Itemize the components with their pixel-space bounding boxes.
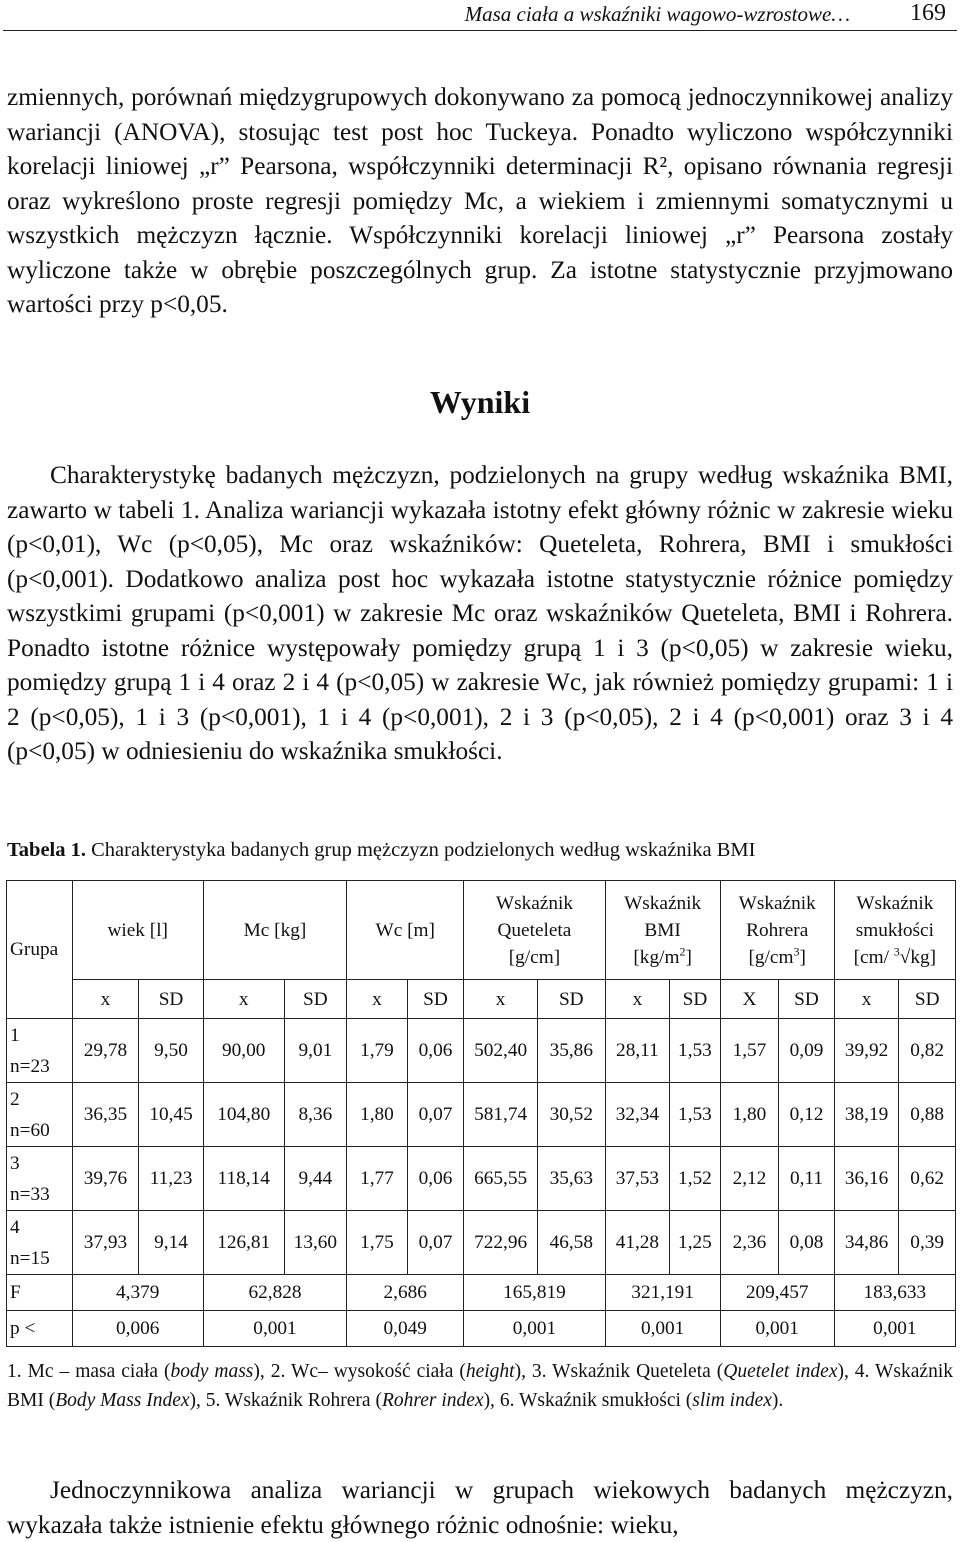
table-cell: 90,00: [203, 1019, 284, 1083]
table-cell: 34,86: [834, 1211, 899, 1275]
running-title: Masa ciała a wskaźniki wagowo-wzrostowe…: [464, 2, 850, 26]
table-cell: 0,001: [834, 1311, 955, 1347]
table-cell: 1,77: [347, 1147, 408, 1211]
p-label: p <: [7, 1311, 73, 1347]
group-label: 4 n=15: [7, 1211, 73, 1275]
paragraph-age-groups: Jednoczynnikowa analiza wariancji w grupach wiekowych badanych mężczyzn, wykazała także istnienie efektu głównego różnic odnośnie: wieku,: [7, 1476, 953, 1539]
table-cell: 28,11: [605, 1019, 670, 1083]
results-table: [6, 880, 956, 1347]
table-cell: 0,001: [203, 1311, 346, 1347]
table-cell: 0,08: [779, 1211, 835, 1275]
table-row: [7, 1211, 956, 1275]
table-cell: 0,39: [899, 1211, 956, 1275]
table-cell: 665,55: [464, 1147, 538, 1211]
table-cell: 1,57: [720, 1019, 779, 1083]
table-cell: 9,50: [139, 1019, 204, 1083]
table-cell: 41,28: [605, 1211, 670, 1275]
table-cell: 104,80: [203, 1083, 284, 1147]
table-cell: 13,60: [284, 1211, 347, 1275]
p-row: [7, 1311, 956, 1347]
table-cell: 1,80: [347, 1083, 408, 1147]
table-cell: 2,686: [347, 1275, 464, 1311]
table-cell: 4,379: [72, 1275, 203, 1311]
table-cell: 0,07: [407, 1083, 464, 1147]
table-cell: 0,82: [899, 1019, 956, 1083]
table-cell: 11,23: [139, 1147, 204, 1211]
sub-header: SD: [670, 980, 720, 1019]
group-header: Grupa: [7, 881, 73, 1019]
table-cell: 36,35: [72, 1083, 139, 1147]
group-label: 3 n=33: [7, 1147, 73, 1211]
table-cell: 183,633: [834, 1275, 955, 1311]
table-cell: 62,828: [203, 1275, 346, 1311]
rohrer-header: Wskaźnik Rohrera $[g/cm^3]$: [720, 881, 834, 980]
table-cell: 2,12: [720, 1147, 779, 1211]
table-subheader-row: [7, 980, 956, 1019]
table-cell: 0,001: [720, 1311, 834, 1347]
header-rule: [3, 30, 957, 31]
sub-header: x: [605, 980, 670, 1019]
table-row: [7, 1083, 956, 1147]
table-cell: 1,79: [347, 1019, 408, 1083]
sub-header: x: [203, 980, 284, 1019]
table-cell: 2,36: [720, 1211, 779, 1275]
table-cell: 0,001: [605, 1311, 720, 1347]
table-caption-label: Tabela 1.: [7, 839, 86, 861]
sub-header: x: [347, 980, 408, 1019]
table-cell: 9,01: [284, 1019, 347, 1083]
table-cell: 165,819: [464, 1275, 605, 1311]
table-cell: 581,74: [464, 1083, 538, 1147]
paragraph-results: Charakterystykę badanych mężczyzn, podzielonych na grupy według wskaźnika BMI, zawarto w tabeli 1. Analiza wariancji wykazała istotny efekt główny różnic w zakresie wieku (p<0,01), Wc (p<0,05), Mc oraz wskaźników: Queteleta, Rohrera, BMI i smukłości (p<0,001). Dodatkowo analiza post hoc wykazała istotne statystycznie różnice pomiędzy wszystkimi grupami (p<0,001) w zakresie Mc oraz wskaźników Queteleta, BMI i Rohrera. Ponadto istotne różnice występowały pomiędzy grupą 1 i 3 (p<0,05) w zakresie wieku, pomiędzy grupą 1 i 4 oraz 2 i 4 (p<0,05) w zakresie Wc, jak również pomiędzy grupami: 1 i 2 (p<0,05), 1 i 3 (p<0,001), 1 i 4 (p<0,001), 2 i 3 (p<0,05), 2 i 4 (p<0,001) oraz 3 i 4 (p<0,05) w odniesieniu do wskaźnika smukłości.: [7, 461, 953, 765]
group-label: 2 n=60: [7, 1083, 73, 1147]
table-cell: 0,049: [347, 1311, 464, 1347]
table-cell: 9,44: [284, 1147, 347, 1211]
table-cell: 1,75: [347, 1211, 408, 1275]
table-cell: 0,06: [407, 1019, 464, 1083]
table-cell: 0,006: [72, 1311, 203, 1347]
table-cell: 38,19: [834, 1083, 899, 1147]
table-header-row: [7, 881, 956, 980]
table-cell: 722,96: [464, 1211, 538, 1275]
sub-header: SD: [284, 980, 347, 1019]
mc-header: Mc [kg]: [203, 881, 346, 980]
table-cell: 1,53: [670, 1019, 720, 1083]
table-caption: [7, 839, 755, 862]
table-notes: 1. Mc – masa ciała (body mass), 2. Wc– wysokość ciała (height), 3. Wskaźnik Queteleta (Quetelet index), 4. Wskaźnik BMI (Body Mass Index), 5. Wskaźnik Rohrera (Rohrer index), 6. Wskaźnik smukłości (slim index).: [7, 1361, 953, 1411]
table-cell: 9,14: [139, 1211, 204, 1275]
sub-header: x: [464, 980, 538, 1019]
table-cell: 0,07: [407, 1211, 464, 1275]
table-cell: 36,16: [834, 1147, 899, 1211]
table-cell: 118,14: [203, 1147, 284, 1211]
table-cell: 1,52: [670, 1147, 720, 1211]
slim-header: Wskaźnik smukłości [cm/ $^3$√kg]: [834, 881, 955, 980]
sub-header: x: [834, 980, 899, 1019]
table-cell: 0,09: [779, 1019, 835, 1083]
table-cell: 0,62: [899, 1147, 956, 1211]
paragraph-methods: zmiennych, porównań międzygrupowych dokonywano za pomocą jednoczynnikowej analizy wariancji (ANOVA), stosując test post hoc Tuckeya. Ponadto wyliczono współczynniki korelacji liniowej „r” Pearsona, współczynniki determinacji R², opisano równania regresji oraz wykreślono proste regresji pomiędzy Mc, a wiekiem i zmiennymi somatycznymi u wszystkich mężczyzn łącznie. Współczynniki korelacji liniowej „r” Pearsona zostały wyliczone także w obrębie poszczególnych grup. Za istotne statystycznie przyjmowano wartości przy p<0,05.: [7, 83, 953, 318]
table-cell: 35,63: [537, 1147, 605, 1211]
table-cell: 0,11: [779, 1147, 835, 1211]
table-cell: 29,78: [72, 1019, 139, 1083]
sub-header: SD: [899, 980, 956, 1019]
table-cell: 1,53: [670, 1083, 720, 1147]
table-cell: 30,52: [537, 1083, 605, 1147]
table-cell: 0,001: [464, 1311, 605, 1347]
sub-header: SD: [779, 980, 835, 1019]
bmi-header: Wskaźnik BMI $[kg/m^2]$: [605, 881, 720, 980]
table-cell: 209,457: [720, 1275, 834, 1311]
table-cell: 1,80: [720, 1083, 779, 1147]
table-cell: 39,92: [834, 1019, 899, 1083]
sub-header: X: [720, 980, 779, 1019]
table-cell: 126,81: [203, 1211, 284, 1275]
sub-header: x: [72, 980, 139, 1019]
table-cell: 37,53: [605, 1147, 670, 1211]
table-cell: 39,76: [72, 1147, 139, 1211]
table-caption-text: Charakterystyka badanych grup mężczyzn podzielonych według wskaźnika BMI: [91, 839, 756, 861]
quetelet-header: Wskaźnik Queteleta [g/cm]: [464, 881, 605, 980]
section-heading: Wyniki: [429, 384, 531, 420]
table-cell: 0,12: [779, 1083, 835, 1147]
table-cell: 321,191: [605, 1275, 720, 1311]
table-row: [7, 1147, 956, 1211]
table-cell: 8,36: [284, 1083, 347, 1147]
page-number: 169: [910, 0, 946, 26]
table-cell: 37,93: [72, 1211, 139, 1275]
sub-header: SD: [407, 980, 464, 1019]
wc-header: Wc [m]: [347, 881, 464, 980]
table-cell: 35,86: [537, 1019, 605, 1083]
sub-header: SD: [139, 980, 204, 1019]
table-cell: 32,34: [605, 1083, 670, 1147]
table-cell: 1,25: [670, 1211, 720, 1275]
table-cell: 46,58: [537, 1211, 605, 1275]
table-cell: 502,40: [464, 1019, 538, 1083]
group-label: 1 n=23: [7, 1019, 73, 1083]
f-label: F: [7, 1275, 73, 1311]
sub-header: SD: [537, 980, 605, 1019]
f-row: [7, 1275, 956, 1311]
table-row: [7, 1019, 956, 1083]
table-cell: 0,06: [407, 1147, 464, 1211]
page-header: [0, 0, 960, 30]
age-header: wiek [l]: [72, 881, 203, 980]
table-cell: 0,88: [899, 1083, 956, 1147]
table-cell: 10,45: [139, 1083, 204, 1147]
